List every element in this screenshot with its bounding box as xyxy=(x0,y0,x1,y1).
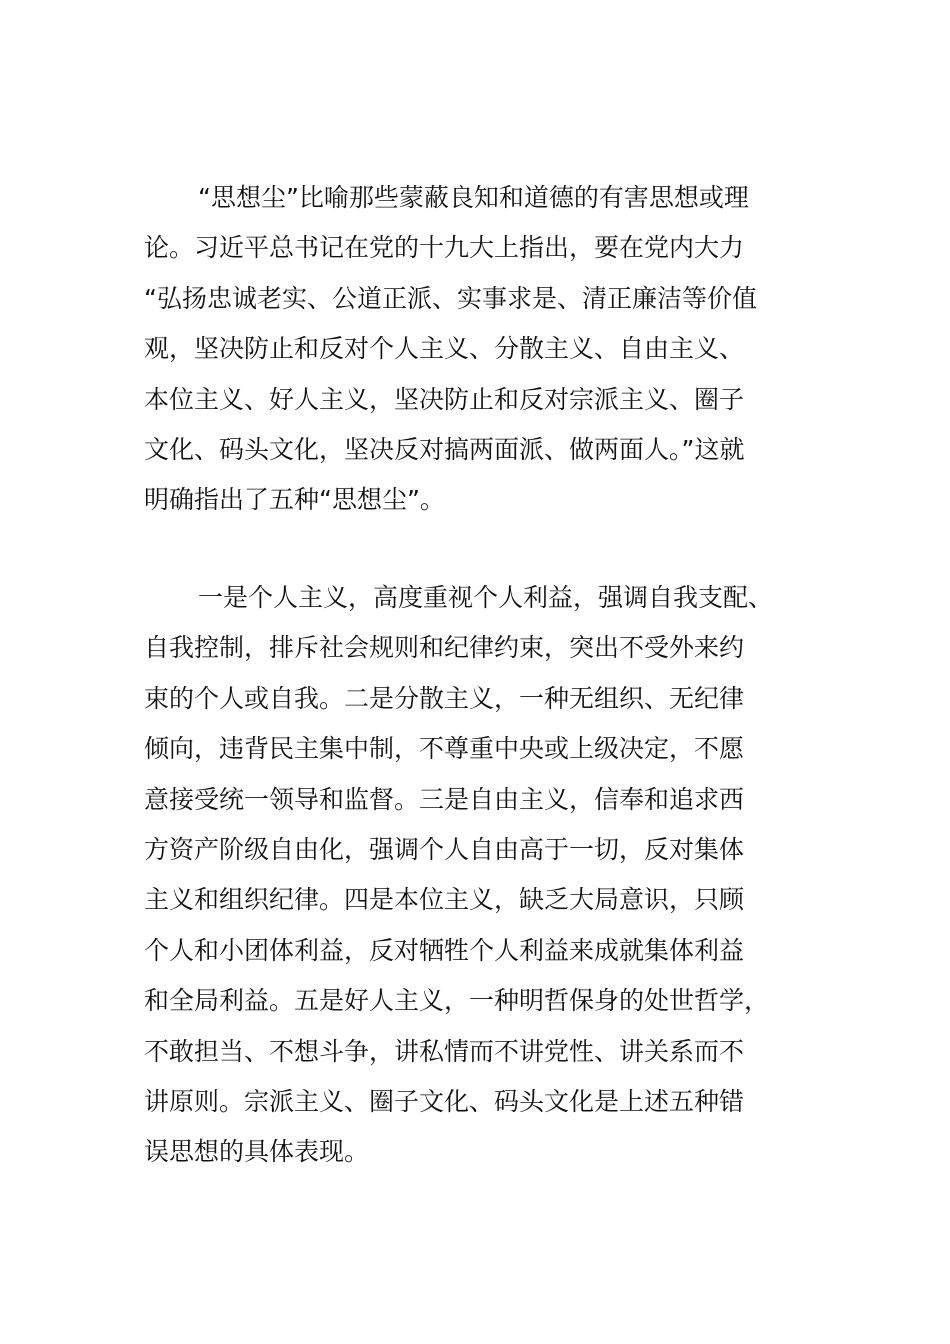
text-line: 和全局利益。五是好人主义，一种明哲保身的处世哲学， xyxy=(144,986,770,1016)
paragraph-five-isms xyxy=(144,573,814,1228)
text-line: 观，坚决防止和反对个人主义、分散主义、自由主义、 xyxy=(144,334,745,364)
paragraph-thought-dust-definition xyxy=(144,173,814,526)
text-line: 方资产阶级自由化，强调个人自由高于一切，反对集体 xyxy=(144,834,745,864)
text-line: 明确指出了五种“思想尘”。 xyxy=(144,485,445,515)
text-line: 不敢担当、不想斗争，讲私情而不讲党性、讲关系而不 xyxy=(144,1036,745,1066)
text-line: “思想尘”比喻那些蒙蔽良知和道德的有害思想或理 xyxy=(198,183,749,212)
text-line: 自我控制，排斥社会规则和纪律约束，突出不受外来约 xyxy=(144,633,745,663)
text-line: 个人和小团体利益，反对牺牲个人利益来成就集体利益 xyxy=(144,935,745,965)
text-line: 一是个人主义，高度重视个人利益，强调自我支配、 xyxy=(198,583,774,612)
text-line: 讲原则。宗派主义、圈子文化、码头文化是上述五种错 xyxy=(144,1086,745,1116)
text-line: 束的个人或自我。二是分散主义，一种无组织、无纪律 xyxy=(144,683,745,713)
text-line: 倾向，违背民主集中制，不尊重中央或上级决定，不愿 xyxy=(144,734,745,764)
text-line: 误思想的具体表现。 xyxy=(144,1137,370,1167)
text-line: 意接受统一领导和监督。三是自由主义，信奉和追求西 xyxy=(144,784,745,814)
text-line: 文化、码头文化，坚决反对搞两面派、做两面人。”这就 xyxy=(144,434,745,464)
text-line xyxy=(144,1178,814,1228)
text-line: “弘扬忠诚老实、公道正派、实事求是、清正廉洁等价值 xyxy=(144,283,757,313)
text-line: 主义和组织纪律。四是本位主义，缺乏大局意识，只顾 xyxy=(144,885,745,915)
text-line: 论。习近平总书记在党的十九大上指出，要在党内大力 xyxy=(144,233,745,263)
text-line: 本位主义、好人主义，坚决防止和反对宗派主义、圈子 xyxy=(144,384,745,414)
